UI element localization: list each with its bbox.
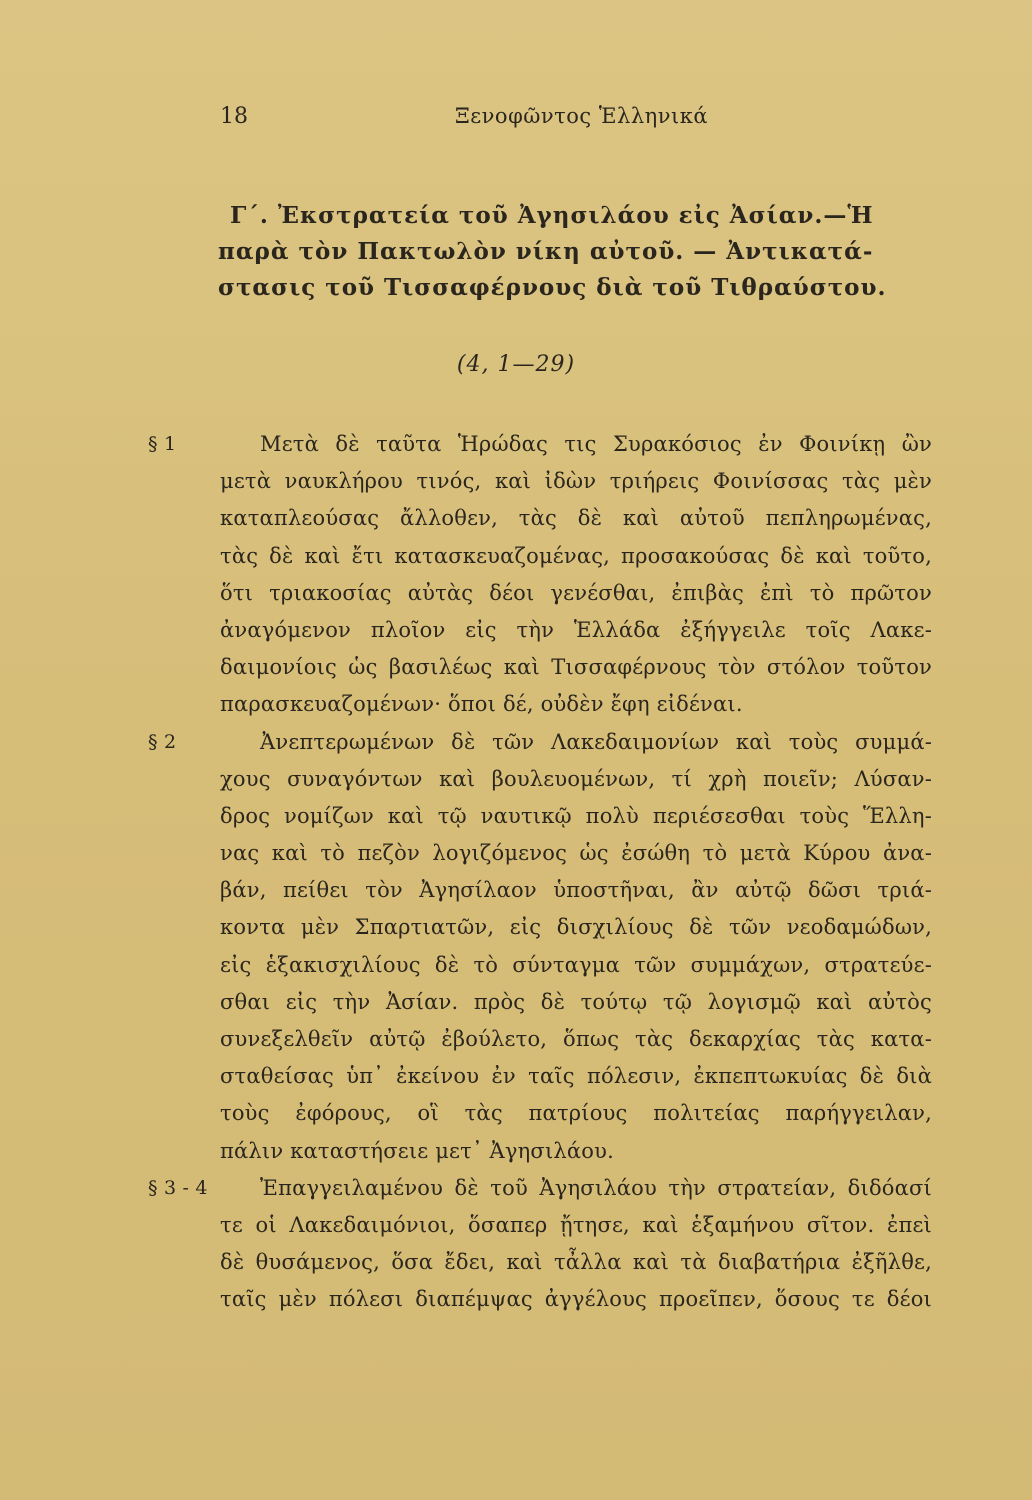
text-line: ἀναγόμενον πλοῖον εἰς τὴν Ἑλλάδα ἐξήγγειλε τοῖς Λακε- — [220, 617, 932, 642]
text-line: κοντα μὲν Σπαρτιατῶν, εἰς δισχιλίους δὲ τῶν νεοδαμώδων, — [220, 915, 932, 940]
body-text — [148, 426, 932, 1319]
text-line: σταθείσας ὑπ᾽ ἐκείνου ἐν ταῖς πόλεσιν, ἐκπεπτωκυίας δὲ διὰ — [220, 1064, 932, 1089]
line-text: Μετὰ δὲ ταῦτα Ἡρώδας τις Συρακόσιος ἐν Φοινίκῃ ὢν — [260, 432, 932, 456]
text-line: εἰς ἑξακισχιλίους δὲ τὸ σύνταγμα τῶν συμμάχων, στρατεύε- — [220, 952, 932, 977]
chapter-heading-line: στασις τοῦ Τισσαφέρνους διὰ τοῦ Τιθραύστου. — [218, 274, 887, 301]
chapter-reference: (4, 1—29) — [456, 352, 576, 377]
text-line: συνεξελθεῖν αὐτῷ ἐβούλετο, ὅπως τὰς δεκαρχίας τὰς κατα- — [220, 1027, 932, 1051]
text-line: βάν, πείθει τὸν Ἀγησίλαον ὑποστῆναι, ἂν αὐτῷ δῶσι τριά- — [220, 878, 932, 903]
text-line: ταῖς μὲν πόλεσι διαπέμψας ἀγγέλους προεῖπεν, ὅσους τε δέοι — [220, 1287, 932, 1312]
text-line: πάλιν καταστήσειε μετ᾽ Ἀγησιλάου. — [220, 1138, 614, 1163]
text-line — [148, 724, 932, 761]
text-line — [148, 426, 932, 463]
text-line: τὰς δὲ καὶ ἔτι κατασκευαζομένας, προσακούσας δὲ καὶ τοῦτο, — [220, 543, 932, 568]
chapter-heading-line: παρὰ τὸν Πακτωλὸν νίκη αὐτοῦ. — Ἀντικατά- — [218, 238, 874, 265]
running-title: Ξενοφῶντος Ἑλληνικά — [455, 104, 709, 128]
line-text: Ἐπαγγειλαμένου δὲ τοῦ Ἀγησιλάου τὴν στρατείαν, διδόασί — [260, 1175, 932, 1200]
text-line: σθαι εἰς τὴν Ἀσίαν. πρὸς δὲ τούτῳ τῷ λογισμῷ καὶ αὐτὸς — [220, 989, 932, 1014]
text-line: χους συναγόντων καὶ βουλευομένων, τί χρὴ ποιεῖν; Λύσαν- — [220, 766, 932, 791]
section-mark: § 2 — [148, 730, 177, 753]
running-head — [0, 104, 1032, 134]
text-line: παρασκευαζομένων· ὅποι δέ, οὐδὲν ἔφη εἰδέναι. — [220, 692, 743, 717]
text-line: τοὺς ἐφόρους, οἳ τὰς πατρίους πολιτείας παρήγγειλαν, — [220, 1101, 932, 1126]
text-line: δαιμονίοις ὡς βασιλέως καὶ Τισσαφέρνους τὸν στόλον τοῦτον — [220, 655, 932, 680]
text-line: μετὰ ναυκλήρου τινός, καὶ ἰδὼν τριήρεις Φοινίσσας τὰς μὲν — [220, 469, 932, 494]
text-line — [148, 1170, 932, 1207]
section-mark: § 1 — [148, 433, 177, 455]
text-line: ὅτι τριακοσίας αὐτὰς δέοι γενέσθαι, ἐπιβὰς ἐπὶ τὸ πρῶτον — [220, 580, 932, 605]
chapter-heading — [218, 198, 938, 306]
text-line: τε οἱ Λακεδαιμόνιοι, ὅσαπερ ᾔτησε, καὶ ἑξαμήνου σῖτον. ἐπεὶ — [220, 1212, 932, 1237]
chapter-heading-line: Γ΄. Ἐκστρατεία τοῦ Ἀγησιλάου εἰς Ἀσίαν.—Ἡ — [230, 202, 874, 229]
line-text: Ἀνεπτερωμένων δὲ τῶν Λακεδαιμονίων καὶ τοὺς συμμά- — [260, 729, 932, 754]
text-line: νας καὶ τὸ πεζὸν λογιζόμενος ὡς ἐσώθη τὸ μετὰ Κύρου ἀνα- — [220, 841, 932, 866]
section-mark: § 3 - 4 — [148, 1176, 208, 1199]
text-line: καταπλεούσας ἄλλοθεν, τὰς δὲ καὶ αὐτοῦ πεπληρωμένας, — [220, 506, 932, 531]
page-number: 18 — [220, 104, 248, 129]
text-line: δὲ θυσάμενος, ὅσα ἔδει, καὶ τἆλλα καὶ τὰ διαβατήρια ἐξῆλθε, — [220, 1250, 932, 1275]
text-line: δρος νομίζων καὶ τῷ ναυτικῷ πολὺ περιέσεσθαι τοὺς Ἕλλη- — [220, 803, 932, 828]
